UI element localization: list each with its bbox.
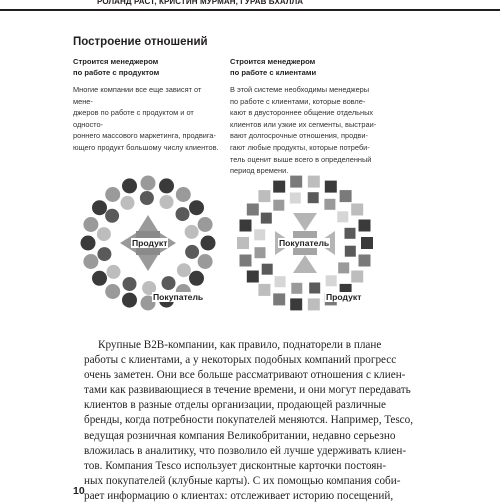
customer-dot <box>176 187 191 202</box>
product-square <box>291 283 302 294</box>
body-text-line: Крупные B2B-компании, как правило, поднаторели в плане <box>98 339 382 351</box>
product-square <box>308 192 319 203</box>
product-square <box>273 200 284 211</box>
product-square <box>255 247 266 258</box>
body-text-line: клиентов в разные отделы организации, продающей различные <box>84 399 386 412</box>
product-square <box>324 199 335 210</box>
product-square <box>240 255 252 267</box>
product-square <box>345 246 356 257</box>
header-authors: РОЛАНД РАСТ, КРИСТИН МУРМАН, ГУРАВ БХАЛЛА <box>97 0 304 6</box>
customer-dot <box>123 277 137 291</box>
product-square <box>273 181 285 193</box>
product-square <box>325 181 337 193</box>
product-square <box>309 283 320 294</box>
product-square <box>254 229 265 240</box>
product-square <box>337 211 348 222</box>
customer-dot <box>160 195 174 209</box>
product-square <box>247 204 259 216</box>
customer-dot <box>201 236 216 251</box>
right-diagram-center-label: Покупатель <box>279 238 330 248</box>
product-square <box>258 284 270 296</box>
product-square <box>361 237 373 249</box>
product-square <box>308 176 320 188</box>
left-column-heading: Строится менеджером по работе с продуктом <box>73 57 160 77</box>
customer-dot <box>177 263 191 277</box>
product-square <box>290 298 302 310</box>
product-square <box>326 275 337 286</box>
customer-dot <box>122 293 137 308</box>
product-square <box>258 190 270 202</box>
body-text <box>84 338 414 504</box>
left-diagram-corner-label: Покупатель <box>153 292 204 302</box>
customer-dot <box>189 271 204 286</box>
right-column-heading: Строится менеджером по работе с клиентами <box>230 57 317 77</box>
product-square <box>275 276 286 287</box>
body-text-line: ных покупателей (клубные карты). С их помощью компания соби- <box>84 474 401 487</box>
customer-dot <box>83 217 98 232</box>
product-square <box>359 220 371 232</box>
product-square <box>247 271 259 283</box>
customer-dot <box>105 187 120 202</box>
customer-dot <box>198 254 213 269</box>
product-square <box>240 220 252 232</box>
customer-dot <box>141 176 156 191</box>
customer-dot <box>140 191 154 205</box>
customer-dot <box>105 209 119 223</box>
body-text-line: бренды, когда потребности покупателей меняются. Например, Tesco, <box>84 414 414 427</box>
product-square <box>290 176 302 188</box>
customer-dot <box>162 276 176 290</box>
right-diagram-corner-label: Продукт <box>326 292 362 302</box>
product-square <box>345 228 356 239</box>
product-square <box>273 293 285 305</box>
customer-dot <box>97 247 111 261</box>
page-number: 10 <box>73 485 85 497</box>
customer-dot <box>97 227 111 241</box>
product-square <box>351 204 363 216</box>
body-text-line: вложилась в аналитику, что позволило ей лучше удерживать клиен- <box>84 444 407 457</box>
body-text-line: рает информацию о клиентах: отслеживает историю посещений, <box>84 489 394 502</box>
customer-dot <box>185 245 199 259</box>
customer-dot <box>107 265 121 279</box>
customer-dot <box>176 207 190 221</box>
product-square <box>359 255 371 267</box>
customer-dot <box>189 200 204 215</box>
product-square <box>340 190 352 202</box>
left-diagram-center-label: Продукт <box>132 238 168 248</box>
product-square <box>262 264 273 275</box>
product-square <box>261 213 272 224</box>
body-text-line: работы с клиентами, а у некоторых подобных компаний прогресс <box>84 354 397 367</box>
product-square <box>237 237 249 249</box>
body-text-line: очень заметен. Они все больше рассматривают отношения с клиен- <box>84 369 406 382</box>
customer-dot <box>92 271 107 286</box>
product-square <box>308 298 320 310</box>
product-square <box>290 193 301 204</box>
customer-dot <box>105 284 120 299</box>
body-text-line: тами как развивающиеся в течение времени, и они могут передавать <box>84 384 411 397</box>
customer-dot <box>81 236 96 251</box>
right-column-body: В этой системе необходимы менеджеры по работе с клиентами, которые вовле- кают в двустороннее общение отдельных клиентов или узкие их сегменты, выстраи- вают долгосрочные отношения, продви- гают любые продукты, которые потреби- тель оценит выше всего в определенный период времени. <box>230 85 377 176</box>
customer-dot <box>159 178 174 193</box>
product-square <box>338 262 349 273</box>
customer-dot <box>122 178 137 193</box>
left-column-body: Многие компании все еще зависят от мене- джеров по работе с продуктом и от односто- роннего массового маркетинга, продвига- ющего продукт большому числу клиентов. <box>73 85 219 152</box>
customer-dot <box>198 217 213 232</box>
customer-dot <box>121 196 135 210</box>
customer-dot <box>83 254 98 269</box>
customer-dot <box>185 225 199 239</box>
section-title: Построение отношений <box>73 36 208 48</box>
body-text-line: ведущая розничная компания Великобритании, недавно серьезно <box>84 429 396 442</box>
customer-dot <box>92 200 107 215</box>
body-text-line: тов. Компания Tesco использует дисконтные карточки постоян- <box>84 459 387 472</box>
product-square <box>351 271 363 283</box>
